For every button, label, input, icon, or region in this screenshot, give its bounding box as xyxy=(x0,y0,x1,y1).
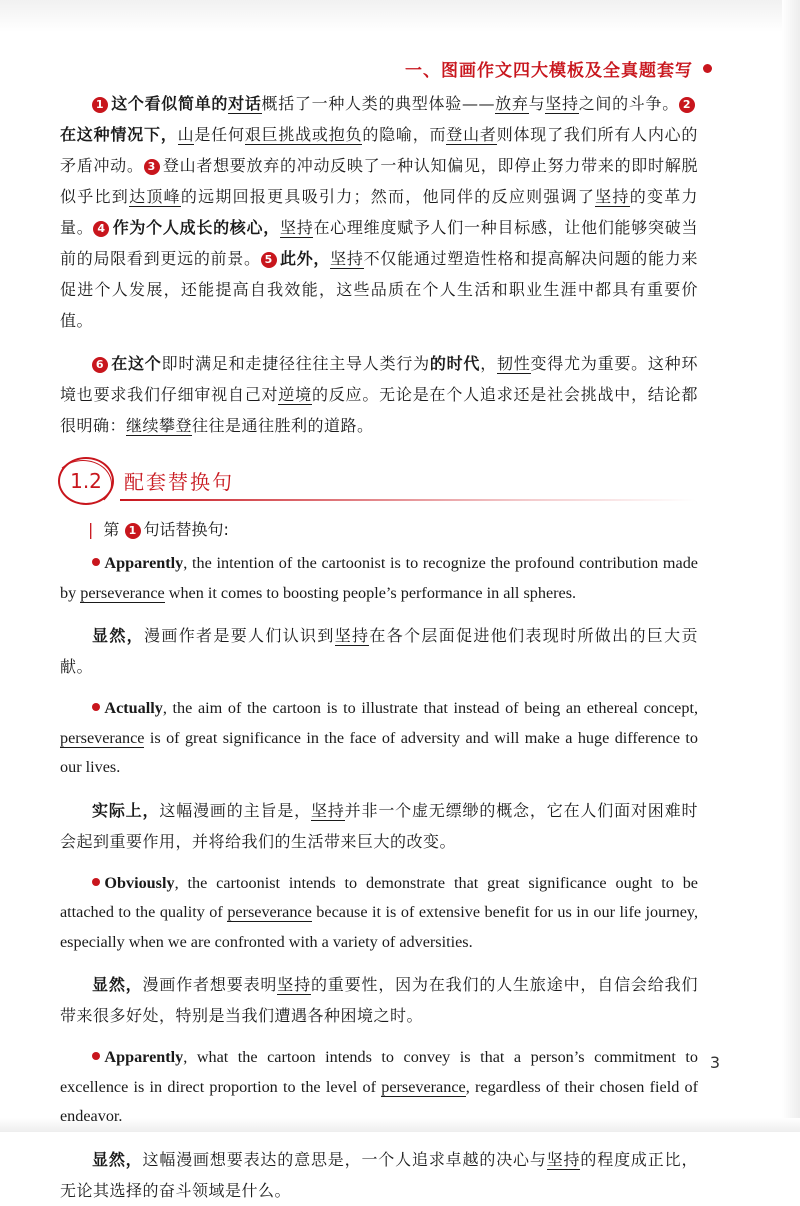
bold-text: 作为个人成长的核心， xyxy=(112,218,280,237)
text: 在各个层面促进他们表现时所做出的巨大贡献。 xyxy=(60,626,698,676)
text: 并非一个虚无缥缈的概念，它在人们面对困难时会起到重要作用，并将给我们的生活带来巨大的改变。 xyxy=(60,800,698,851)
section-rule xyxy=(120,499,696,501)
number-badge-icon: 6 xyxy=(92,357,108,373)
underlined-term: 继续攀登 xyxy=(126,416,193,435)
underlined-term: 韧性 xyxy=(496,354,531,373)
lead-word: 显然， xyxy=(92,975,143,994)
bold-text: 在这个 xyxy=(111,354,162,373)
page-number: 3 xyxy=(709,1053,720,1072)
text: 之间的斗争。 xyxy=(578,94,679,113)
section-number: 1.2 xyxy=(70,469,102,493)
text: 登山者想要放弃的冲动反映了一种认知偏见，即停止努力带来的即时解脱似乎比到 xyxy=(60,156,698,206)
sub-heading xyxy=(88,515,698,545)
english-sentence-1 xyxy=(60,549,698,608)
passage-paragraph-2 xyxy=(60,348,698,441)
running-header xyxy=(405,56,712,81)
lead-word: 显然， xyxy=(92,626,145,645)
text: when it comes to boosting people’s performance in all spheres. xyxy=(164,583,577,602)
lead-word: Obviously xyxy=(104,873,175,892)
number-badge-icon: 4 xyxy=(93,221,109,237)
text: , the cartoonist intends to demonstrate that great significance ought to be attached to the quality of xyxy=(60,873,698,921)
underlined-term: perseverance xyxy=(227,903,312,921)
english-sentence-4 xyxy=(60,1043,698,1132)
passage-paragraph-1 xyxy=(60,88,698,336)
underlined-term: 坚持 xyxy=(334,626,370,645)
bold-text: 在这种情况下， xyxy=(60,125,178,144)
text: , regardless of their chosen field of endeavor. xyxy=(60,1077,698,1125)
text: 与 xyxy=(528,94,546,113)
underlined-term: 对话 xyxy=(228,94,262,113)
underlined-term: perseverance xyxy=(80,583,165,602)
bold-text: 的时代 xyxy=(429,354,481,373)
chinese-translation-4 xyxy=(60,1144,698,1206)
underlined-term: 坚持 xyxy=(310,800,345,820)
text: 的反应。无论是在个人追求还是社会挑战中，结论都很明确： xyxy=(60,385,698,435)
text: ， xyxy=(480,354,497,373)
bold-text: 这个 xyxy=(111,94,145,113)
section-heading xyxy=(58,453,698,513)
text: 的隐喻，而 xyxy=(362,125,447,144)
number-badge-icon: 1 xyxy=(92,97,108,113)
underlined-term: 坚持 xyxy=(330,249,364,268)
text: 的重要性，因为在我们的人生旅途中，自信会给我们带来很多好处，特别是当我们遭遇各种困境之时。 xyxy=(60,975,698,1025)
underlined-term: perseverance xyxy=(381,1077,466,1096)
text: 不仅能通过塑造性格和提高解决问题的能力来促进个人发展，还能提高自我效能，这些品质在个人生活和职业生涯中都具有重要价值。 xyxy=(60,249,698,330)
text: 这幅漫画的主旨是， xyxy=(159,800,311,820)
underlined-term: 达顶峰 xyxy=(129,187,181,206)
section-title: 配套替换句 xyxy=(124,470,234,494)
sub-heading-bar: | xyxy=(88,520,94,539)
header-dot-icon xyxy=(703,64,712,73)
text: 在心理维度赋予人们一种目标感，让他们能够突破当前的局限看到更远的前景。 xyxy=(60,218,698,268)
text: 概括了一种人类的典型体验—— xyxy=(261,94,495,113)
text: 这幅漫画想要表达的意思是，一个人追求卓越的决心与 xyxy=(142,1149,547,1169)
text: 变得尤为重要。这种环境也要求我们仔细审视自己对 xyxy=(60,354,698,404)
sub-heading-suffix: 句话替换句: xyxy=(143,520,229,539)
section-number-badge xyxy=(58,457,114,505)
text: 漫画作者是要人们认识到 xyxy=(144,626,335,645)
text: , what the cartoon intends to convey is that a person’s commitment to excellence is in direct proportion to the level of xyxy=(60,1048,698,1096)
underlined-term: 坚持 xyxy=(546,1149,581,1169)
sub-heading-prefix: 第 xyxy=(103,520,120,539)
underlined-term: 逆境 xyxy=(278,385,312,404)
text: because it is of extensive benefit for us in our life journey, especially when we are confronted with a variety of adversities. xyxy=(60,903,698,951)
text: is of great significance in the face of adversity and will make a huge difference to our lives. xyxy=(60,728,698,776)
bullet-dot-icon xyxy=(92,558,100,566)
number-badge-icon: 3 xyxy=(144,159,160,175)
underlined-term: 艰巨挑战或抱负 xyxy=(244,125,363,144)
text: 往往是通往胜利的道路。 xyxy=(192,416,374,435)
text: 看似简单的 xyxy=(144,94,229,113)
bullet-dot-icon xyxy=(92,878,100,886)
lead-word: Apparently xyxy=(104,1048,184,1066)
bold-text: 此外， xyxy=(279,249,331,268)
chinese-translation-1 xyxy=(60,620,698,682)
text: 漫画作者想要表明 xyxy=(142,975,278,994)
bullet-dot-icon xyxy=(92,1052,100,1060)
english-sentence-3 xyxy=(60,869,698,958)
lead-word: Actually xyxy=(104,699,163,717)
chinese-translation-3 xyxy=(60,969,698,1031)
underlined-term: 坚持 xyxy=(595,187,630,206)
text: 是任何 xyxy=(194,125,245,144)
lead-word: Apparently xyxy=(104,554,184,572)
text: 的远期回报更具吸引力；然而，他同伴的反应则强调了 xyxy=(180,187,596,206)
lead-word: 显然， xyxy=(92,1149,143,1169)
text: 即时满足和走捷径往往主导人类行为 xyxy=(161,354,430,373)
header-band xyxy=(0,0,782,32)
page-edge-shadow xyxy=(782,0,800,1132)
chinese-translation-2 xyxy=(60,795,698,857)
text: , the intention of the cartoonist is to recognize the profound contribution made by xyxy=(60,554,698,602)
underlined-term: perseverance xyxy=(60,728,145,747)
text: 的变革力量。 xyxy=(60,187,698,237)
lead-word: 实际上， xyxy=(92,800,160,820)
underlined-term: 坚持 xyxy=(277,975,311,994)
number-badge-icon: 2 xyxy=(679,97,695,113)
bullet-dot-icon xyxy=(92,703,100,711)
underlined-term: 山 xyxy=(177,125,195,144)
main-content xyxy=(60,88,698,1206)
underlined-term: 坚持 xyxy=(545,94,579,113)
text: 的程度成正比，无论其选择的奋斗领域是什么。 xyxy=(60,1149,698,1200)
header-title: 一、图画作文四大模板及全真题套写 xyxy=(405,61,693,81)
text: 则体现了我们所有人内心的矛盾冲动。 xyxy=(60,125,698,175)
text: , the aim of the cartoon is to illustrate that instead of being an ethereal concept, xyxy=(162,699,698,717)
underlined-term: 坚持 xyxy=(279,218,314,237)
number-badge-icon: 5 xyxy=(261,252,277,268)
english-sentence-2 xyxy=(60,694,698,783)
underlined-term: 放弃 xyxy=(494,94,529,113)
number-badge-icon: 1 xyxy=(125,523,141,539)
underlined-term: 登山者 xyxy=(446,125,497,144)
